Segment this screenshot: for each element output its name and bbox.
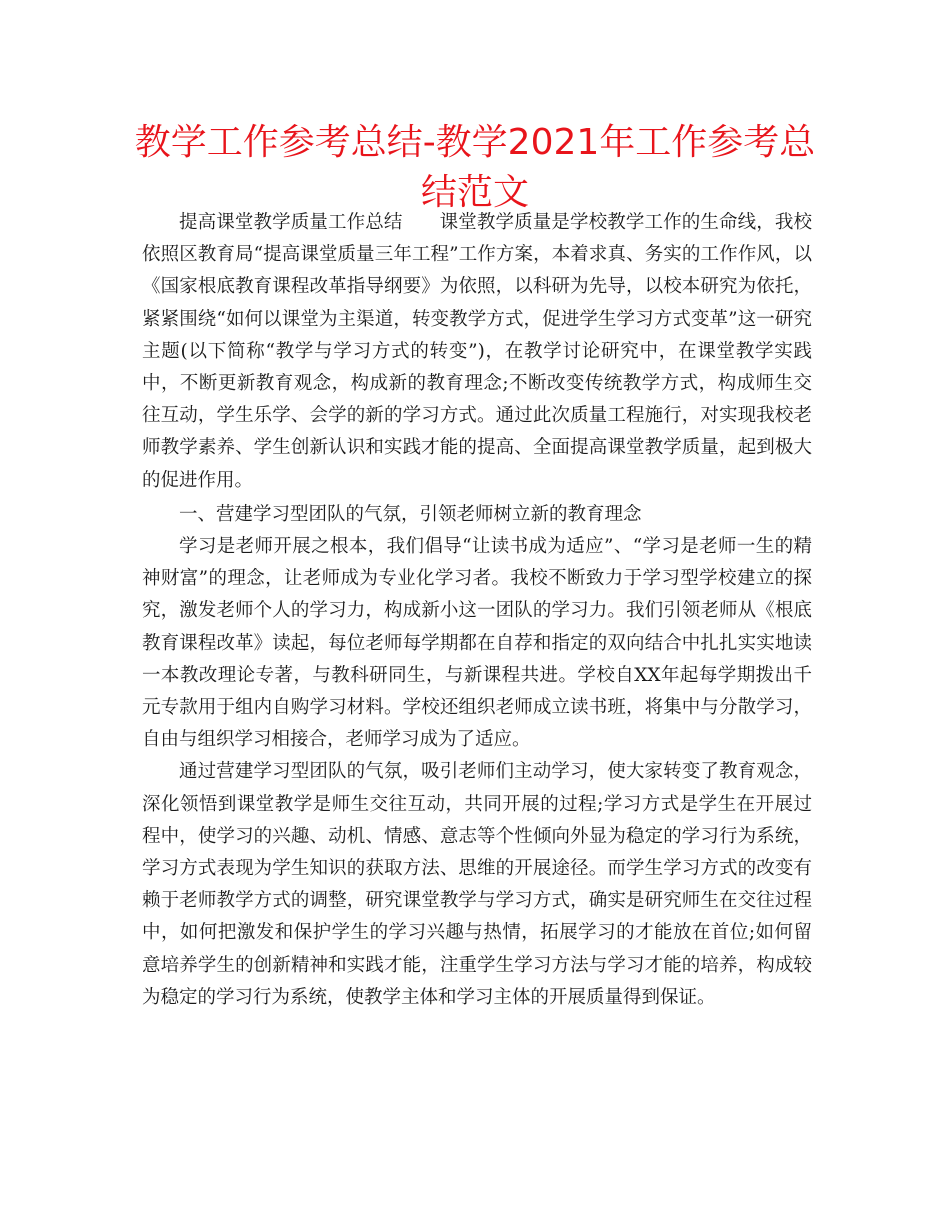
intro-label: 提高课堂教学质量工作总结 [179,212,403,233]
document-body [142,207,812,1014]
intro-paragraph [142,207,812,497]
document-title: 教学工作参考总结-教学2021年工作参考总结范文 [134,122,816,213]
section-heading: 一、营建学习型团队的气氛，引领老师树立新的教育理念 [179,503,642,525]
paragraph: 学习是老师开展之根本，我们倡导“让读书成为适应”、“学习是老师一生的精神财富”的理念，让老师成为专业化学习者。我校不断致力于学习型学校建立的探究，激发老师个人的学习力，构成新小这一团队的学习力。我们引领老师从《根底教育课程改革》读起，每位老师每学期都在自荐和指定的双向结合中扎扎实实地读一本教改理论专著，与教科研同生，与新课程共进。学校自XX年起每学期拨出千元专款用于组内自购学习材料。学校还组织老师成立读书班，将集中与分散学习，自由与组织学习相接合，老师学习成为了适应。 [142,536,812,751]
paragraph: 通过营建学习型团队的气氛，吸引老师们主动学习，使大家转变了教育观念，深化领悟到课堂教学是师生交往互动，共同开展的过程;学习方式是学生在开展过程中，使学习的兴趣、动机、情感、意志等个性倾向外显为稳定的学习行为系统，学习方式表现为学生知识的获取方法、思维的开展途径。而学生学习方式的改变有赖于老师教学方式的调整，研究课堂教学与学习方式，确实是研究师生在交往过程中，如何把激发和保护学生的学习兴趣与热情，拓展学习的才能放在首位;如何留意培养学生的创新精神和实践才能，注重学生学习方法与学习才能的培养，构成较为稳定的学习行为系统，使教学主体和学习主体的开展质量得到保证。 [142,761,812,1008]
intro-text: 课堂教学质量是学校教学工作的生命线，我校依照区教育局“提高课堂质量三年工程”工作方案，本着求真、务实的工作作风，以《国家根底教育课程改革指导纲要》为依照，以科研为先导，以校本研究为依托，紧紧围绕“如何以课堂为主渠道，转变教学方式，促进学生学习方式变革”这一研究主题(以下简称“教学与学习方式的转变”)，在教学讨论研究中，在课堂教学实践中，不断更新教育观念，构成新的教育理念;不断改变传统教学方式，构成师生交往互动，学生乐学、会学的新的学习方式。通过此次质量工程施行，对实现我校老师教学素养、学生创新认识和实践才能的提高、全面提高课堂教学质量，起到极大的促进作用。 [142,212,812,491]
